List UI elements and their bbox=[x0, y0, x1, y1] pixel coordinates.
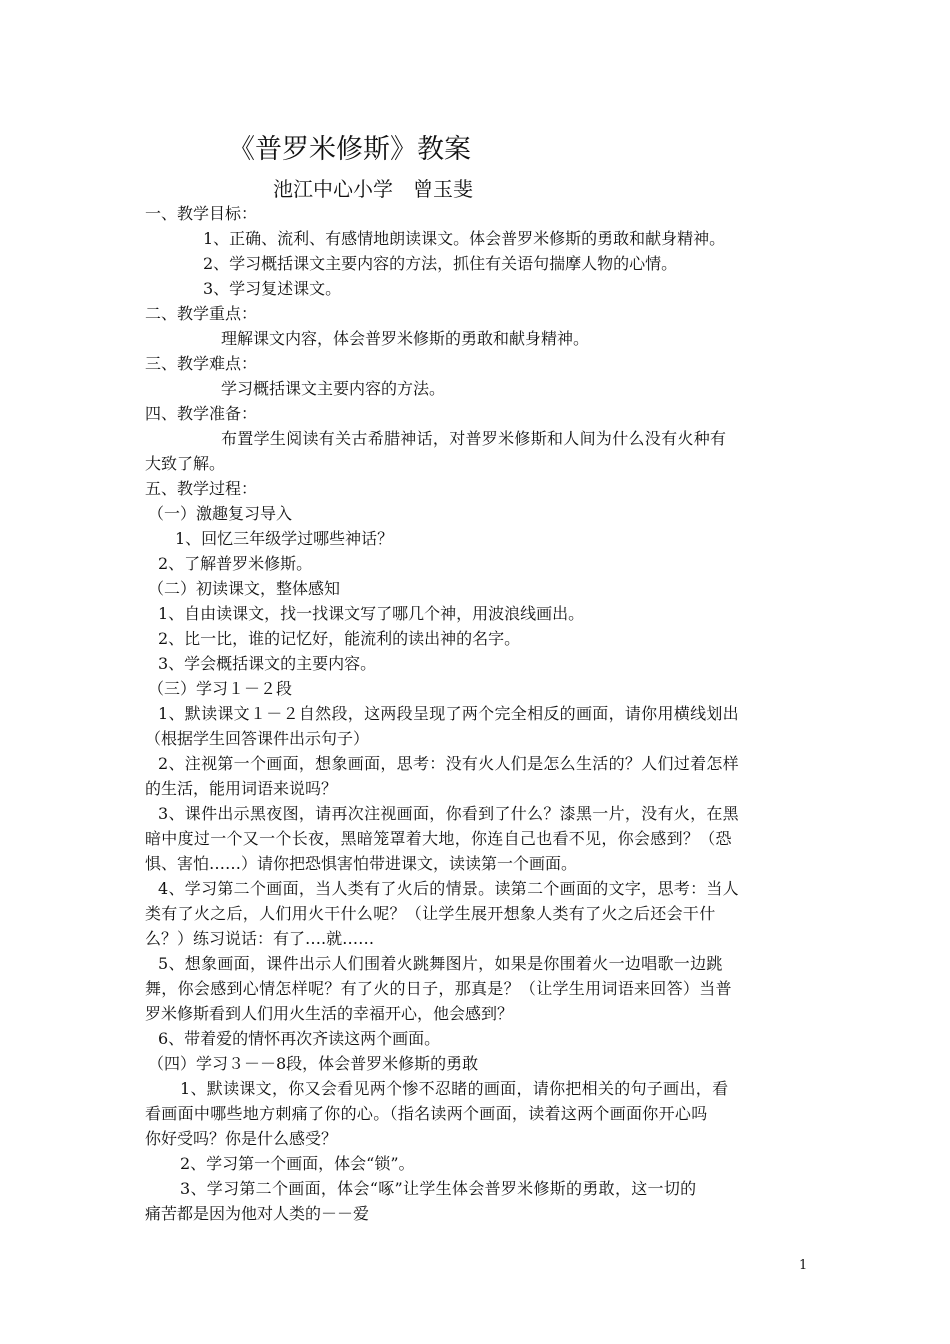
paragraph-line: 大致了解。 bbox=[145, 454, 226, 473]
paragraph-line: 2、学习概括课文主要内容的方法，抓住有关语句揣摩人物的心情。 bbox=[203, 254, 678, 273]
paragraph-line: 4、学习第二个画面，当人类有了火后的情景。读第二个画面的文字，思考：当人 bbox=[158, 879, 739, 898]
paragraph-line: 么？）练习说话：有了….就…… bbox=[145, 929, 375, 948]
paragraph-line: 1、自由读课文，找一找课文写了哪几个神，用波浪线画出。 bbox=[158, 604, 585, 623]
paragraph-line: 类有了火之后，人们用火干什么呢？（让学生展开想象人类有了火之后还会干什 bbox=[145, 904, 716, 923]
section-heading: 三、教学难点： bbox=[145, 354, 258, 373]
paragraph-line: （根据学生回答课件出示句子） bbox=[145, 729, 370, 748]
paragraph-line: 学习概括课文主要内容的方法。 bbox=[221, 379, 446, 398]
paragraph-line: 3、学会概括课文的主要内容。 bbox=[158, 654, 377, 673]
paragraph-line: 2、注视第一个画面，想象画面，思考：没有火人们是怎么生活的？人们过着怎样 bbox=[158, 754, 739, 773]
paragraph-line: 布置学生阅读有关古希腊神话，对普罗米修斯和人间为什么没有火种有 bbox=[221, 429, 727, 448]
subsection-heading: （一）激趣复习导入 bbox=[148, 504, 293, 523]
paragraph-line: 1、正确、流利、有感情地朗读课文。体会普罗米修斯的勇敢和献身精神。 bbox=[203, 229, 726, 248]
paragraph-line: 6、带着爱的情怀再次齐读这两个画面。 bbox=[158, 1029, 441, 1048]
paragraph-line: 理解课文内容，体会普罗米修斯的勇敢和献身精神。 bbox=[221, 329, 590, 348]
section-heading: 一、教学目标： bbox=[145, 204, 258, 223]
paragraph-line: 1、默读课文１－２自然段，这两段呈现了两个完全相反的画面，请你用横线划出 bbox=[158, 704, 739, 723]
paragraph-line: 的生活，能用词语来说吗？ bbox=[145, 779, 338, 798]
paragraph-line: 2、比一比，谁的记忆好，能流利的读出神的名字。 bbox=[158, 629, 521, 648]
author-line: 池江中心小学 曾玉斐 bbox=[273, 177, 473, 201]
section-heading: 四、教学准备： bbox=[145, 404, 258, 423]
paragraph-line: 2、了解普罗米修斯。 bbox=[158, 554, 313, 573]
paragraph-line: 3、学习复述课文。 bbox=[203, 279, 342, 298]
paragraph-line: 3、学习第二个画面，体会“啄”让学生体会普罗米修斯的勇敢，这一切的 bbox=[180, 1179, 697, 1198]
paragraph-line: 3、课件出示黑夜图，请再次注视画面，你看到了什么？漆黑一片，没有火，在黑 bbox=[158, 804, 739, 823]
paragraph-line: 暗中度过一个又一个长夜，黑暗笼罩着大地，你连自己也看不见，你会感到？（恐 bbox=[145, 829, 732, 848]
subsection-heading: （三）学习１－２段 bbox=[148, 679, 293, 698]
paragraph-line: 舞，你会感到心情怎样呢？有了火的日子，那真是？（让学生用词语来回答）当普 bbox=[145, 979, 732, 998]
paragraph-line: 5、想象画面，课件出示人们围着火跳舞图片，如果是你围着火一边唱歌一边跳 bbox=[158, 954, 723, 973]
subsection-heading: （四）学习３－－8段，体会普罗米修斯的勇敢 bbox=[148, 1054, 479, 1073]
paragraph-line: 1、回忆三年级学过哪些神话？ bbox=[175, 529, 394, 548]
paragraph-line: 1、默读课文，你又会看见两个惨不忍睹的画面，请你把相关的句子画出，看 bbox=[180, 1079, 729, 1098]
paragraph-line: 2、学习第一个画面，体会“锁”。 bbox=[180, 1154, 415, 1173]
paragraph-line: 你好受吗？你是什么感受？ bbox=[145, 1129, 338, 1148]
section-heading: 五、教学过程： bbox=[145, 479, 258, 498]
paragraph-line: 痛苦都是因为他对人类的－－爱 bbox=[145, 1204, 370, 1223]
paragraph-line: 看画面中哪些地方刺痛了你的心。（指名读两个画面，读着这两个画面你开心吗 bbox=[145, 1104, 708, 1123]
section-heading: 二、教学重点： bbox=[145, 304, 258, 323]
page-number: 1 bbox=[799, 1258, 808, 1273]
paragraph-line: 惧、害怕……）请你把恐惧害怕带进课文，读读第一个画面。 bbox=[145, 854, 578, 873]
subsection-heading: （二）初读课文，整体感知 bbox=[148, 579, 341, 598]
paragraph-line: 罗米修斯看到人们用火生活的幸福开心，他会感到？ bbox=[145, 1004, 514, 1023]
document-title: 《普罗米修斯》教案 bbox=[228, 134, 471, 165]
